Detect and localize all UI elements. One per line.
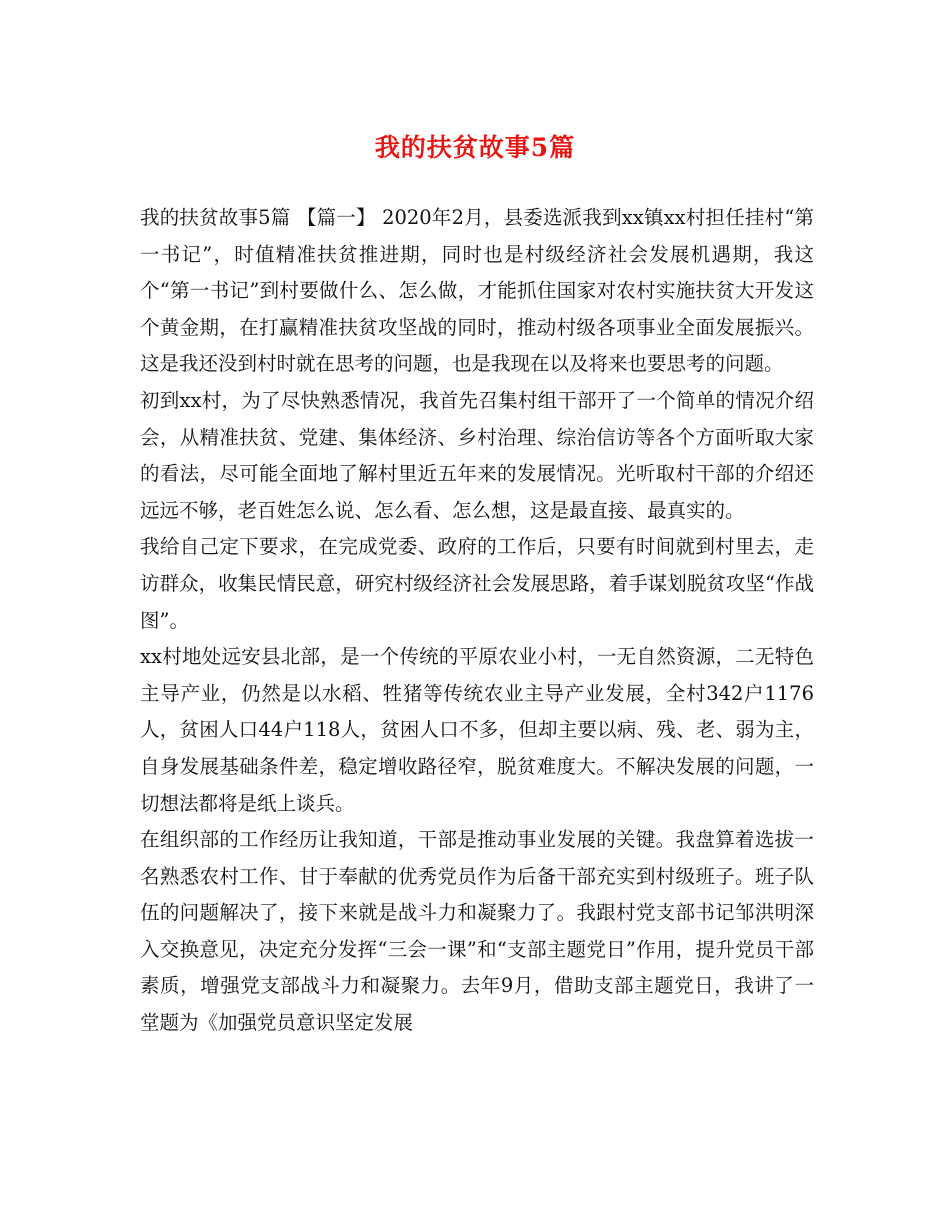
paragraph-5: 在组织部的工作经历让我知道，干部是推动事业发展的关键。我盘算着选拔一名熟悉农村工作、甘于奉献的优秀党员作为后备干部充实到村级班子。班子队伍的问题解决了，接下来就是战斗力和凝聚力了。我跟村党支部书记邹洪明深入交换意见，决定充分发挥“三会一课”和“支部主题党日”作用，提升党员干部素质，增强党支部战斗力和凝聚力。去年9月，借助支部主题党日，我讲了一堂题为《加强党员意识坚定发展 — [140, 828, 814, 1035]
paragraph-2: 初到xx村，为了尽快熟悉情况，我首先召集村组干部开了一个简单的情况介绍会，从精准扶贫、党建、集体经济、乡村治理、综治信访等各个方面听取大家的看法，尽可能全面地了解村里近五年来的发展情况。光听取村干部的介绍还远远不够，老百姓怎么说、怎么看、怎么想，这是最直接、最真实的。 — [140, 388, 814, 522]
paragraph-1: 我的扶贫故事5篇 【篇一】 2020年2月，县委选派我到xx镇xx村担任挂村“第一书记”，时值精准扶贫推进期，同时也是村级经济社会发展机遇期，我这个“第一书记”到村要做什么、怎么做，才能抓住国家对农村实施扶贫大开发这个黄金期，在打赢精准扶贫攻坚战的同时，推动村级各项事业全面发展振兴。这是我还没到村时就在思考的问题，也是我现在以及将来也要思考的问题。 — [140, 206, 814, 376]
document-body — [140, 200, 814, 1042]
paragraph-3: 我给自己定下要求，在完成党委、政府的工作后，只要有时间就到村里去，走访群众，收集民情民意，研究村级经济社会发展思路，着手谋划脱贫攻坚“作战图”。 — [140, 535, 814, 632]
document-title: 我的扶贫故事5篇 — [374, 133, 576, 162]
paragraph-4: xx村地处远安县北部，是一个传统的平原农业小村，一无自然资源，二无特色主导产业，仍然是以水稻、牲猪等传统农业主导产业发展，全村342户1176人，贫困人口44户118人，贫困人口不多，但却主要以病、残、老、弱为主，自身发展基础条件差，稳定增收路径窄，脱贫难度大。不解决发展的问题，一切想法都将是纸上谈兵。 — [140, 645, 814, 815]
